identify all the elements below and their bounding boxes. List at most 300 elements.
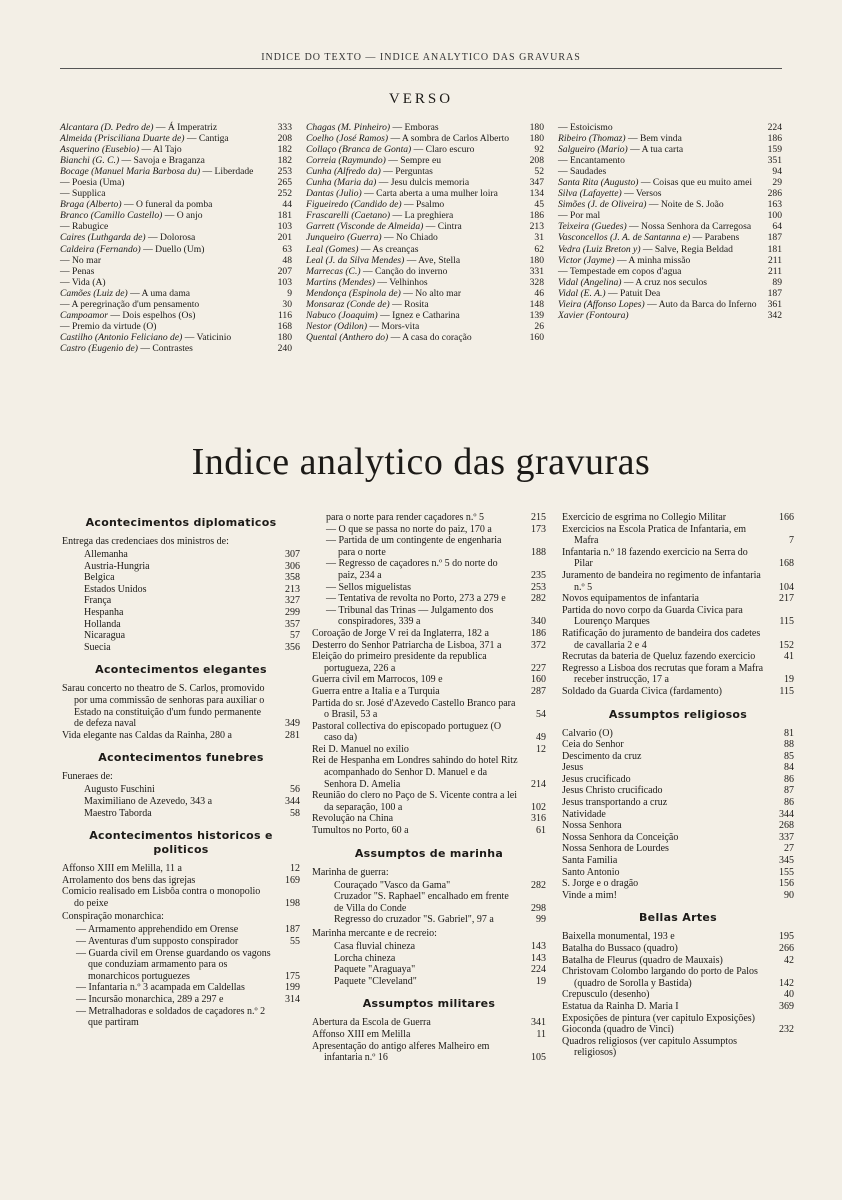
page-number: 86	[784, 797, 794, 809]
page-number: 314	[285, 994, 300, 1006]
verso-entry-text	[558, 244, 760, 255]
page-number: 160	[531, 674, 546, 686]
verso-author: Victor (Jayme)	[558, 254, 615, 266]
verso-poem-title: — Velhinhos	[375, 276, 428, 288]
verso-poem-title: — Ave, Stella	[404, 254, 461, 266]
page-number: 287	[531, 685, 546, 697]
verso-entry	[60, 321, 292, 332]
verso-poem-title: — Dolorosa	[145, 232, 196, 244]
verso-author: Almeida (Prisciliana Duarte de)	[60, 133, 185, 145]
index-entry	[312, 976, 546, 988]
entry-text: França	[84, 595, 112, 607]
index-entry	[312, 651, 546, 674]
index-entry	[62, 796, 300, 808]
entry-text: Partida do novo corpo da Guarda Civica para Lourenço Marques	[562, 604, 743, 628]
verso-author: Alcantara (D. Pedro de)	[60, 122, 154, 133]
index-entry	[62, 948, 300, 983]
entry-text: Jesus Christo crucificado	[562, 785, 663, 797]
verso-poem-title: — Parabens	[690, 232, 740, 244]
verso-column-2	[306, 122, 544, 343]
verso-entry-text	[306, 210, 522, 221]
verso-entry-text	[306, 266, 522, 277]
page-number: 45	[534, 199, 544, 211]
page-number: 188	[531, 546, 546, 558]
entry-text: Quadros religiosos (ver capitulo Assumptos religiosos)	[562, 1035, 737, 1059]
page-number: 351	[767, 155, 782, 167]
page-number: 63	[282, 243, 292, 255]
entry-text: Jesus transportando a cruz	[562, 797, 668, 809]
verso-entry	[306, 321, 544, 332]
entry-text: Revolução na China	[312, 813, 394, 825]
page-number: 11	[536, 1028, 546, 1040]
page-number: 182	[277, 144, 292, 156]
verso-entry-text	[306, 299, 522, 310]
entry-text: Rei de Hespanha em Londres sahindo do hotel Ritz acompanhado do Senhor D. Manuel e da Senhora D. Amelia	[312, 755, 518, 790]
page-number: 345	[779, 855, 794, 867]
verso-poem-title: — Perguntas	[380, 166, 433, 178]
index-entry	[62, 561, 300, 573]
entry-text: — O que se passa no norte do paiz, 170 a	[326, 523, 492, 535]
page-number: 186	[531, 627, 546, 639]
page-number: 99	[536, 914, 546, 926]
index-entry	[312, 721, 546, 744]
page-number: 163	[767, 199, 782, 211]
entry-text: Santo Antonio	[562, 866, 620, 878]
verso-entry	[558, 199, 782, 210]
verso-poem-title: — Savoja e Braganza	[119, 155, 205, 167]
page-number: 213	[285, 583, 300, 595]
entry-text: Nossa Senhora	[562, 820, 622, 832]
entry-text: Abertura da Escola de Guerra	[312, 1017, 431, 1029]
page-number: 104	[779, 581, 794, 593]
verso-column-3	[558, 122, 782, 321]
index-entry	[312, 674, 546, 686]
page-number: 299	[285, 606, 300, 618]
page-number: 211	[767, 265, 782, 277]
index-entry	[562, 605, 794, 628]
verso-author: Camões (Luiz de)	[60, 287, 128, 299]
index-entry	[562, 593, 794, 605]
page-number: 213	[529, 221, 544, 233]
verso-entry-text	[558, 221, 760, 232]
index-entry	[562, 1024, 794, 1036]
verso-poem-title: — Noite de S. João	[646, 199, 724, 211]
verso-poem-title: — Encantamento	[558, 155, 625, 167]
entry-text: Affonso XIII em Melilla	[312, 1028, 411, 1040]
entry-text: Vida elegante nas Caldas da Rainha, 280 a	[62, 729, 232, 741]
index-main-title: Indice analytico das gravuras	[191, 441, 651, 483]
index-entry	[62, 584, 300, 596]
entry-text: Exercicio de esgrima no Collegio Militar	[562, 512, 727, 523]
verso-entry-text	[306, 255, 522, 266]
verso-entry-text	[306, 232, 522, 243]
verso-entry	[558, 277, 782, 288]
verso-author: Vieira (Affonso Lopes)	[558, 298, 645, 310]
page-number: 253	[531, 581, 546, 593]
page-number: 139	[529, 309, 544, 321]
verso-author: Salgueiro (Mario)	[558, 144, 628, 156]
verso-author: Branco (Camillo Castello)	[60, 210, 163, 222]
page-number: 195	[779, 931, 794, 943]
verso-poem-title: — O anjo	[162, 210, 203, 222]
verso-author: Xavier (Fontoura)	[558, 309, 629, 321]
entry-text: Novos equipamentos de infantaria	[562, 593, 699, 605]
page-number: 52	[534, 166, 544, 178]
verso-entry	[60, 244, 292, 255]
entry-text: Lorcha chineza	[334, 952, 396, 964]
entry-text: Partida do sr. José d'Azevedo Castello Branco para o Brasil, 53 a	[312, 697, 516, 721]
page-number: 12	[536, 743, 546, 755]
verso-entry	[306, 277, 544, 288]
verso-author: Figueiredo (Candido de)	[306, 199, 402, 211]
entry-text: Desterro do Senhor Patriarcha de Lisboa, 371 a	[312, 639, 502, 651]
verso-entry	[60, 122, 292, 133]
page-number: 100	[767, 210, 782, 222]
page-number: 30	[282, 298, 292, 310]
verso-entry-text	[60, 277, 270, 288]
index-entry	[312, 686, 546, 698]
verso-entry-text	[558, 155, 760, 166]
page-number: 215	[531, 512, 546, 523]
verso-poem-title: — Versos	[621, 188, 662, 200]
entry-text: Ceia do Senhor	[562, 739, 624, 751]
entry-text: — Tentativa de revolta no Porto, 273 a 279 e	[326, 593, 506, 605]
entry-text: — Partida de um contingente de engenharia para o norte	[326, 535, 502, 558]
entry-text: Christovam Colombo largando do porto de Palos (quadro de Sorolla y Bastida)	[562, 966, 758, 989]
entry-text: Hollanda	[84, 618, 121, 630]
index-entry	[562, 855, 794, 867]
page-number: 40	[784, 989, 794, 1001]
verso-entry	[60, 255, 292, 266]
verso-entry-text	[306, 133, 522, 144]
verso-title: VERSO	[388, 91, 454, 107]
index-entry	[62, 619, 300, 631]
verso-poem-title: — A cruz nos seculos	[621, 276, 708, 288]
verso-author: Marrecas (C.)	[306, 265, 361, 277]
page-number: 208	[529, 155, 544, 167]
index-entry	[562, 890, 794, 902]
verso-author: Monsaraz (Conde de)	[306, 298, 390, 310]
entry-text: Nicaragua	[84, 630, 126, 642]
page-number: 180	[277, 331, 292, 343]
section-heading: Acontecimentos elegantes	[95, 663, 267, 677]
page-number: 369	[779, 1000, 794, 1012]
page-number: 235	[531, 569, 546, 581]
verso-poem-title: — Sempre eu	[385, 155, 442, 167]
verso-entry-text	[558, 266, 760, 277]
entry-text: Soldado da Guarda Civica (fardamento)	[562, 685, 722, 697]
verso-poem-title: — Contrastes	[137, 342, 193, 354]
verso-author: Coelho (José Ramos)	[306, 133, 389, 145]
index-entry	[312, 1041, 546, 1064]
verso-entry	[306, 188, 544, 199]
entry-text: Arrolamento dos bens das igrejas	[62, 874, 196, 886]
page-number: 186	[529, 210, 544, 222]
page-number: 27	[784, 843, 794, 855]
verso-entry-text	[306, 244, 522, 255]
verso-entry-text	[306, 221, 522, 232]
entry-text: — Aventuras d'um supposto conspirador	[76, 936, 239, 948]
verso-poem-title: — Salve, Regia Beldad	[640, 243, 733, 255]
verso-poem-title: — Emboras	[390, 122, 439, 133]
page-number: 217	[779, 593, 794, 605]
page-number: 26	[534, 320, 544, 332]
entry-text: Suecia	[84, 641, 111, 653]
entry-text: S. Jorge e o dragão	[562, 878, 639, 890]
page-number: 224	[767, 122, 782, 133]
index-entry	[562, 989, 794, 1001]
section-heading: Acontecimentos historicos e politicos	[89, 829, 273, 857]
verso-author: Campoamor	[60, 309, 108, 321]
page-number: 90	[784, 889, 794, 901]
index-entry	[312, 535, 546, 558]
entry-text: Calvario (O)	[562, 727, 613, 739]
entry-text: Guerra entre a Italia e a Turquia	[312, 685, 440, 697]
page-number: 160	[529, 331, 544, 343]
verso-author: Asquerino (Eusebio)	[60, 144, 140, 156]
entry-text: Natividade	[562, 808, 606, 820]
index-entry	[312, 640, 546, 652]
verso-entry-text	[60, 266, 270, 277]
page-number: 265	[277, 177, 292, 189]
page-number: 19	[784, 674, 794, 686]
page-number: 341	[531, 1017, 546, 1029]
page-number: 208	[277, 133, 292, 145]
verso-entry	[558, 255, 782, 266]
page-number: 41	[784, 651, 794, 663]
verso-author: Leal (J. da Silva Mendes)	[306, 254, 405, 266]
verso-entry-text	[306, 155, 522, 166]
verso-entry-text	[60, 255, 270, 266]
page-number: 286	[767, 188, 782, 200]
verso-poem-title: — Coisas que eu muito amei	[638, 177, 752, 189]
page-number: 331	[529, 265, 544, 277]
verso-entry-text	[306, 321, 522, 332]
index-entry	[62, 730, 300, 742]
index-entry	[62, 630, 300, 642]
verso-poem-title: — Vaticinio	[182, 331, 232, 343]
verso-entry-text	[60, 188, 270, 199]
verso-author: Simões (J. de Oliveira)	[558, 199, 647, 211]
entry-text: Estatua da Rainha D. Maria I	[562, 1000, 679, 1012]
index-entry	[62, 1006, 300, 1029]
verso-entry	[60, 199, 292, 210]
page-number: 166	[779, 512, 794, 523]
page-number: 253	[277, 166, 292, 178]
index-entry	[312, 813, 546, 825]
verso-entry	[558, 299, 782, 310]
entry-text: Reunião do clero no Paço de S. Vicente contra a lei da separação, 100 a	[312, 790, 517, 813]
verso-author: Caires (Luthgarda de)	[60, 232, 146, 244]
page-number: 282	[531, 593, 546, 605]
verso-entry-text	[558, 255, 760, 266]
entry-text: Recrutas da bateria de Queluz fazendo exercicio	[562, 651, 756, 663]
page-number: 344	[779, 808, 794, 820]
verso-entry	[60, 144, 292, 155]
page-number: 142	[779, 977, 794, 989]
entry-text: Exposições de pintura (ver capitulo Exposições)	[562, 1012, 755, 1024]
verso-author: Braga (Alberto)	[60, 199, 122, 211]
index-entry	[62, 994, 300, 1006]
page-number: 155	[779, 866, 794, 878]
verso-entry	[558, 166, 782, 177]
verso-author: Correia (Raymundo)	[306, 155, 386, 167]
index-entry	[562, 809, 794, 821]
index-entry	[562, 820, 794, 832]
page-number: 143	[531, 941, 546, 952]
verso-entry-text	[60, 210, 270, 221]
verso-poem-title: — No alto mar	[400, 287, 462, 299]
index-entry	[312, 1017, 546, 1029]
index-entry	[562, 728, 794, 740]
verso-entry-text	[558, 177, 760, 188]
verso-poem-title: — Rosita	[389, 298, 429, 310]
verso-entry-text	[306, 277, 522, 288]
page-number: 211	[767, 254, 782, 266]
verso-entry-text	[558, 232, 760, 243]
verso-author: Cunha (Maria da)	[306, 177, 377, 189]
verso-entry	[60, 343, 292, 354]
entry-text: Vinde a mim!	[562, 889, 617, 901]
entry-text: — Infantaria n.º 3 acampada em Caldellas	[76, 982, 245, 994]
entry-text: Gioconda (quadro de Vinci)	[562, 1024, 674, 1036]
page-number: 337	[779, 831, 794, 843]
page-number: 266	[779, 943, 794, 954]
page-number: 58	[290, 807, 300, 819]
page-number: 55	[290, 936, 300, 948]
verso-entry-text	[60, 332, 270, 343]
verso-entry-text	[60, 144, 270, 155]
verso-author: Mendonça (Espinola de)	[306, 287, 401, 299]
verso-entry	[60, 310, 292, 321]
entry-text: Baixella monumental, 193 e	[562, 931, 675, 943]
index-entry	[312, 744, 546, 756]
verso-entry-text	[60, 133, 270, 144]
verso-author: Garrett (Visconde de Almeida)	[306, 221, 424, 233]
verso-entry	[558, 155, 782, 166]
page-number: 81	[784, 727, 794, 739]
page-number: 143	[531, 952, 546, 964]
verso-entry	[60, 155, 292, 166]
page-number: 7	[789, 535, 794, 547]
verso-entry-text	[558, 199, 760, 210]
section-heading: Assumptos militares	[362, 997, 496, 1011]
page-number: 102	[531, 801, 546, 813]
verso-entry	[60, 232, 292, 243]
page-number: 134	[529, 188, 544, 200]
verso-entry	[306, 166, 544, 177]
index-entry	[562, 651, 794, 663]
verso-poem-title: — Patuit Dea	[605, 287, 661, 299]
verso-poem-title: — Vida (A)	[60, 276, 106, 288]
page-number: 57	[290, 630, 300, 642]
verso-poem-title: — Carta aberta a uma mulher loira	[361, 188, 498, 200]
page-number: 306	[285, 560, 300, 572]
page-number: 115	[779, 616, 794, 628]
verso-author: Junqueiro (Guerra)	[306, 232, 382, 244]
verso-poem-title: — Liberdade	[200, 166, 254, 178]
verso-poem-title: — Penas	[60, 265, 95, 277]
page-number: 180	[529, 254, 544, 266]
verso-author: Martins (Mendes)	[306, 276, 376, 288]
entry-text: Pastoral collectiva do episcopado portuguez (O caso da)	[312, 720, 502, 744]
verso-entry-text	[60, 321, 270, 332]
page-number: 327	[285, 595, 300, 607]
verso-poem-title: — A tua carta	[627, 144, 684, 156]
verso-author: Cunha (Alfredo da)	[306, 166, 381, 178]
page-number: 232	[779, 1024, 794, 1036]
verso-column-1	[60, 122, 292, 354]
subsection-label: Marinha de guerra:	[312, 866, 389, 878]
page-number: 187	[767, 287, 782, 299]
page-number: 88	[784, 739, 794, 751]
page-number: 87	[784, 785, 794, 797]
verso-poem-title: — Supplica	[60, 188, 106, 200]
index-entry	[62, 924, 300, 936]
verso-poem-title: — Estoicismo	[558, 122, 613, 133]
verso-poem-title: — Tempestade em copos d'agua	[558, 265, 682, 277]
index-entry	[312, 825, 546, 837]
page-number: 240	[277, 342, 292, 354]
entry-text: Apresentação do antigo alferes Malheiro em infantaria n.º 16	[312, 1040, 490, 1064]
verso-entry	[306, 310, 544, 321]
page-number: 268	[779, 820, 794, 832]
index-entry	[562, 931, 794, 943]
verso-entry-text	[306, 177, 522, 188]
verso-entry-text	[60, 166, 270, 177]
index-entry	[312, 605, 546, 628]
verso-entry	[306, 177, 544, 188]
index-entry	[312, 914, 546, 926]
verso-poem-title: — A peregrinação d'um pensamento	[60, 298, 200, 310]
page-number: 94	[772, 166, 782, 178]
verso-entry-text	[558, 188, 760, 199]
verso-entry	[306, 255, 544, 266]
index-entry	[312, 698, 546, 721]
verso-poem-title: — Saudades	[558, 166, 607, 178]
verso-entry	[306, 122, 544, 133]
index-entry	[312, 628, 546, 640]
verso-poem-title: — Claro escuro	[411, 144, 475, 156]
verso-poem-title: — A casa do coração	[388, 331, 472, 343]
page-number: 199	[285, 982, 300, 994]
entry-text: — Regresso de caçadores n.º 5 do norte do paiz, 234 a	[326, 558, 498, 581]
index-entry	[312, 593, 546, 605]
index-entry	[62, 607, 300, 619]
entry-text: Jesus	[562, 762, 584, 774]
verso-entry-text	[558, 210, 760, 221]
entry-text: — Sellos miguelistas	[326, 581, 411, 593]
index-entry	[62, 549, 300, 561]
page-number: 333	[277, 122, 292, 133]
page-number: 61	[536, 825, 546, 837]
verso-poem-title: — Duello (Um)	[140, 243, 205, 255]
entry-text: Batalha de Fleurus (quadro de Mauxais)	[562, 954, 723, 966]
index-entry	[562, 524, 794, 547]
page-number: 181	[767, 243, 782, 255]
verso-author: Chagas (M. Pinheiro)	[306, 122, 391, 133]
page-number: 86	[784, 773, 794, 785]
entry-text: Rei D. Manuel no exilio	[312, 743, 409, 755]
page-number: 175	[285, 970, 300, 982]
index-entry	[562, 663, 794, 686]
index-entry	[62, 683, 300, 729]
verso-poem-title: — Cantiga	[184, 133, 229, 145]
page-number: 103	[277, 221, 292, 233]
index-entry	[562, 878, 794, 890]
verso-poem-title: — O funeral da pomba	[121, 199, 213, 211]
verso-entry	[306, 199, 544, 210]
